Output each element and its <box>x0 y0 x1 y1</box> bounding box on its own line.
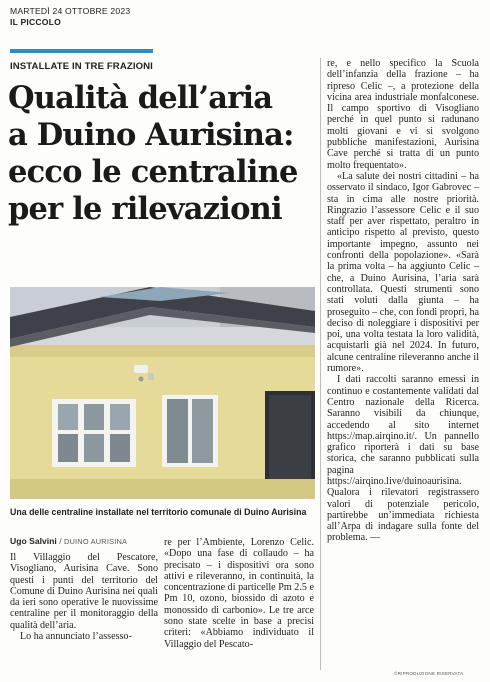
headline-line: ecco le centraline <box>8 154 298 190</box>
paragraph: re, e nello specifico la Scuola dell’infanzia della frazione – ha ripreso Celic –, a protezione della vicina area industriale monfalconese. Il campo sportivo di Visogliano perché in quel punto si radunano molti giovani e vi si svolgono pubbliche manifestazioni, Aurisina Cave perché si tratta di un punto molto frequentato». <box>327 58 479 171</box>
paragraph: re per l’Ambiente, Lorenzo Celic. «Dopo una fase di collaudo – ha precisato – i dispositivi ora sono attivi e rileveranno, in continuità, la concentrazione di particelle Pm 2.5 e Pm 10, ozono, biossido di azoto e monossido di carbonio». Le tre arce sono state scelte in base a precisi criteri: «Abbiamo individuato il Villaggio del Pescato- <box>164 537 314 650</box>
article-photo <box>10 287 315 499</box>
article-kicker: INSTALLATE IN TRE FRAZIONI <box>10 61 153 72</box>
byline-separator: / <box>59 536 62 546</box>
issue-date: MARTEDÌ 24 OTTOBRE 2023 <box>10 6 131 16</box>
paragraph: I dati raccolti saranno emessi in continuo e costantemente validati dal Centro nazionale della Ricerca. Saranno visibili da chiunque, accedendo al sito internet https://map.airqino.it/. Un pannello grafico riporterà i dati su base storica, che saranno pubblicati sulla pagina https://airqino.live/duinoaurisina. Qualora i rilevatori registrassero valori di potenziale pericolo, partirebbe un’immediata richiesta all’Arpa di indagare sulla fonte del problema. — <box>327 374 479 544</box>
text-column-1 <box>10 552 158 642</box>
article-headline <box>8 80 320 228</box>
copyright-notice: ©RIPRODUZIONE RISERVATA <box>394 671 464 676</box>
column-divider <box>320 58 321 670</box>
section-accent-bar <box>10 49 153 53</box>
paragraph: Lo ha annunciato l’assesso- <box>20 631 132 643</box>
headline-line: per le rilevazioni <box>8 191 282 227</box>
page-header <box>10 6 130 28</box>
article-byline <box>10 536 127 546</box>
author-name: Ugo Salvini <box>10 536 57 546</box>
text-column-3 <box>327 58 479 544</box>
headline-line: Qualità dell’aria <box>8 80 273 116</box>
headline-line: a Duino Aurisina: <box>8 117 294 153</box>
text-column-2 <box>164 537 314 650</box>
paragraph: Il Villaggio del Pescatore, Visogliano, Aurisina Cave. Sono questi i punti del territorio del Comune di Duino Aurisina nei quali da ieri sono operative le nuovissime centraline per il monitoraggio della qualità dell’aria. <box>10 552 158 631</box>
dateline-location: DUINO AURISINA <box>63 537 128 546</box>
photo-caption: Una delle centraline installate nel territorio comunale di Duino Aurisina <box>10 507 307 517</box>
newspaper-name: IL PICCOLO <box>10 17 62 27</box>
paragraph: «La salute dei nostri cittadini – ha osservato il sindaco, Igor Gabrovec – sta in cima alle nostre priorità. Ringrazio l’assessore Celic e il suo staff per aver rispettato, peraltro in anticipo rispetto al previsto, questo importante impegno, assunto nei confronti della popolazione». «Sarà la prima volta – ha aggiunto Celic – che, a Duino Aurisina, l’aria sarà controllata. Questi strumenti sono stati voluti dalla giunta – ha proseguito – che, con fondi propri, ha deciso di noleggiare i dispositivi per poi, una volta testata la loro validità, acquistarli già nel 2024. In futuro, alcune centraline rileveranno anche il rumore». <box>327 170 479 375</box>
building-photo-illustration <box>10 287 315 499</box>
